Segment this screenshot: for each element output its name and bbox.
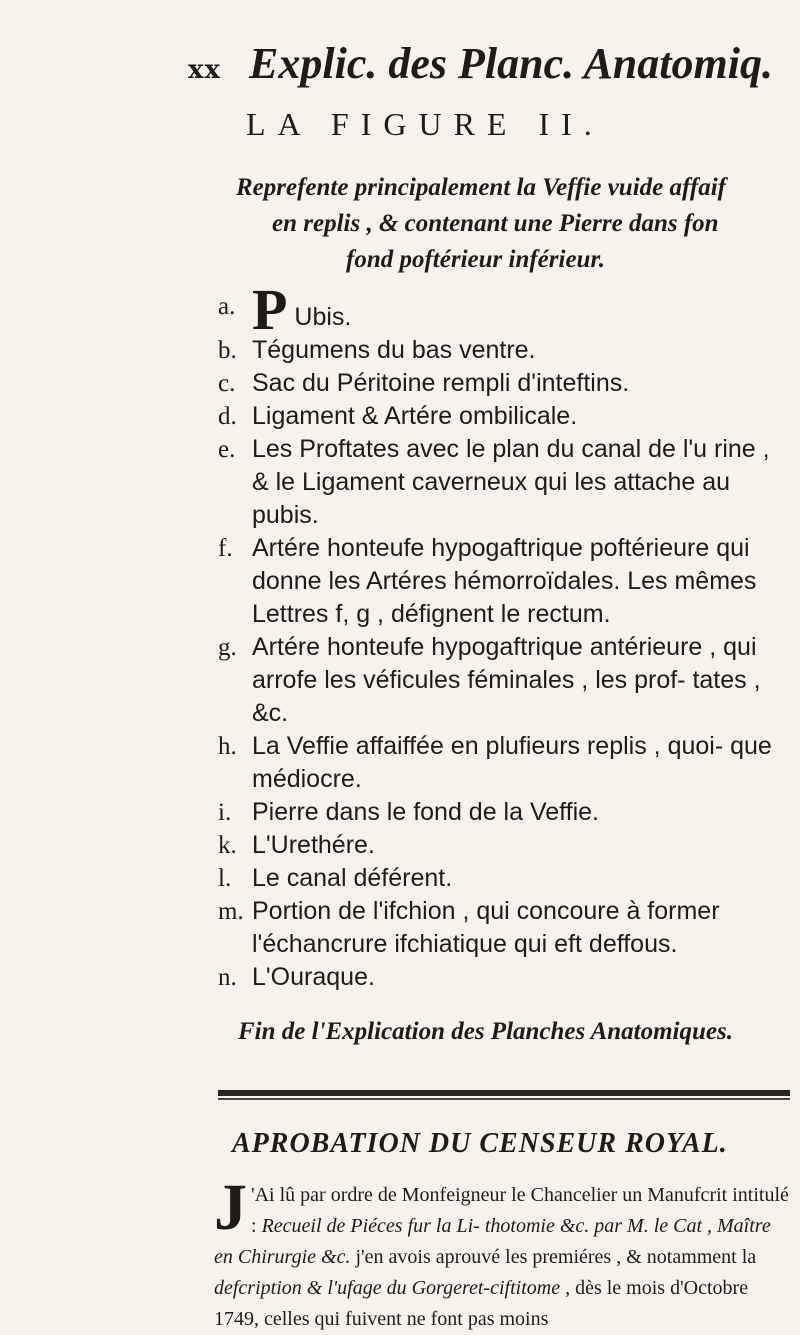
figure-title: LA FIGURE II. <box>246 106 604 142</box>
legend-text: Les Proftates avec le plan du canal de l'u rine , & le Ligament caverneux qui les attache au pubis. <box>252 435 770 529</box>
legend-letter: a. <box>218 293 236 320</box>
ornamental-rule <box>218 1090 790 1096</box>
legend-item <box>218 796 788 829</box>
legend-item <box>218 862 788 895</box>
legend-letter: n. <box>218 964 237 991</box>
legend-item <box>218 433 788 532</box>
approbation-title-2: defcription & l'ufage du Gorgeret-ciftitome <box>214 1277 561 1299</box>
legend-text: Le canal déférent. <box>252 864 453 892</box>
drop-capital: J <box>214 1171 247 1244</box>
legend-item <box>218 277 788 342</box>
legend-letter: m. <box>218 898 244 925</box>
legend-letter: b. <box>218 337 237 364</box>
approbation-title-1: Recueil de Piéces fur la Li- thotomie &c. par M. le Cat , Maître en Chirurgie &c. <box>214 1215 771 1268</box>
legend-letter: l. <box>218 865 232 892</box>
legend-text: Artére honteufe hypogaftrique poftérieure qui donne les Artéres hémorroïdales. Les mêmes Lettres f, g , défignent le rectum. <box>252 534 757 628</box>
legend-text: Artére honteufe hypogaftrique antérieure , qui arrofe les véficules féminales , les prof- tates , &c. <box>252 633 761 727</box>
legend-text: Ligament & Artére ombilicale. <box>252 402 578 430</box>
page-number: xx <box>188 55 222 85</box>
legend-letter: i. <box>218 799 232 826</box>
ornamental-rule-thin <box>218 1098 790 1100</box>
legend-item <box>218 367 788 400</box>
legend-text <box>252 277 788 342</box>
approbation-part-2: j'en avois aprouvé les premiéres , & notamment la <box>350 1246 757 1268</box>
legend-item <box>218 730 788 796</box>
page-header <box>188 38 773 89</box>
approbation-heading: APROBATION DU CENSEUR ROYAL. <box>232 1128 728 1159</box>
legend-item <box>218 961 788 994</box>
caption-line-1: Reprefente principalement la Veffie vuide affaif <box>236 174 726 201</box>
legend-text: L'Urethére. <box>252 831 375 859</box>
caption-line-3: fond poftérieur inférieur. <box>346 246 606 273</box>
legend-item <box>218 895 788 961</box>
legend-item <box>218 829 788 862</box>
figure-legend <box>218 277 788 994</box>
legend-letter: f. <box>218 535 233 562</box>
legend-letter: e. <box>218 436 236 463</box>
legend-text: Sac du Péritoine rempli d'inteftins. <box>252 369 630 397</box>
legend-text: L'Ouraque. <box>252 963 375 991</box>
approbation-text <box>214 1171 790 1335</box>
legend-item <box>218 400 788 433</box>
legend-item <box>218 631 788 730</box>
legend-letter: c. <box>218 370 236 397</box>
legend-letter: h. <box>218 733 237 760</box>
caption-line-2: en replis , & contenant une Pierre dans fon <box>272 210 719 237</box>
legend-text: Pierre dans le fond de la Veffie. <box>252 798 599 826</box>
running-title: Explic. des Planc. Anatomiq. <box>249 39 773 88</box>
legend-letter: k. <box>218 832 237 859</box>
legend-letter: d. <box>218 403 237 430</box>
approbation-part-3: , dès le mois d'Octobre 1749, celles qui fuivent ne font pas moins <box>214 1277 749 1330</box>
legend-item <box>218 532 788 631</box>
legend-text: Tégumens du bas ventre. <box>252 336 536 364</box>
legend-letter: g. <box>218 634 237 661</box>
legend-item <box>218 334 788 367</box>
legend-text-body: Ubis. <box>294 303 352 331</box>
legend-text: Portion de l'ifchion , qui concoure à former l'échancrure ifchiatique qui eft deffous. <box>252 897 720 958</box>
legend-text: La Veffie affaiffée en plufieurs replis , quoi- que médiocre. <box>252 732 772 793</box>
figure-caption <box>236 170 796 278</box>
approbation-part-1: 'Ai lû par ordre de Monfeigneur le Chancelier un Manufcrit intitulé : <box>251 1184 789 1237</box>
end-of-explanation: Fin de l'Explication des Planches Anatomiques. <box>238 1018 733 1045</box>
drop-capital: P <box>252 277 288 342</box>
